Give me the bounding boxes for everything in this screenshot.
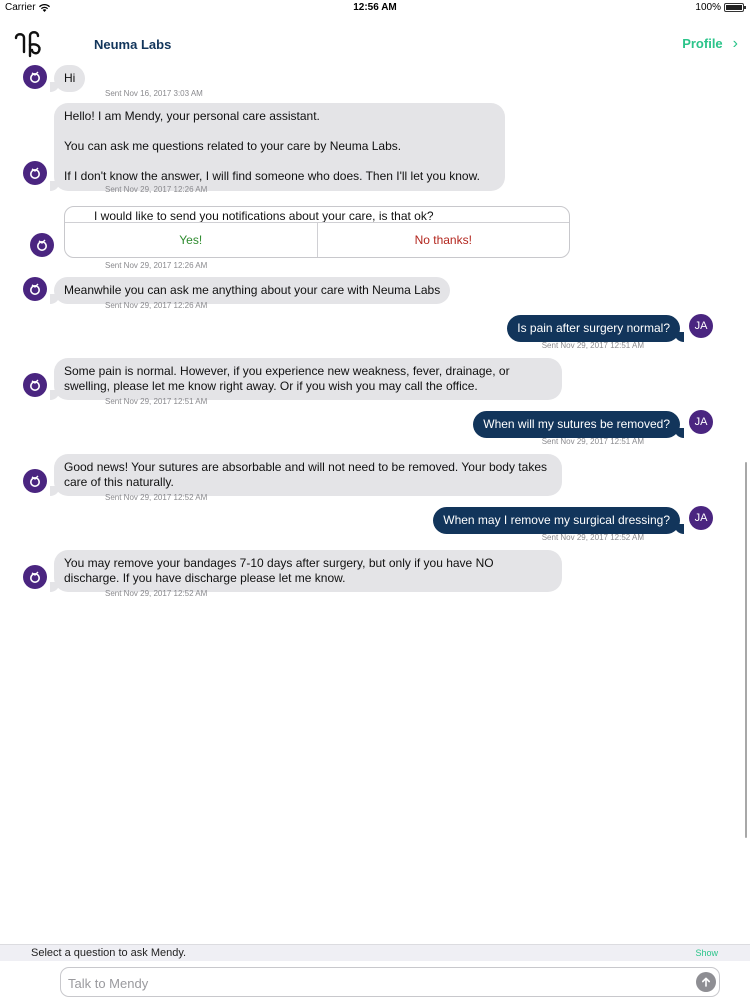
- chevron-right-icon: ›: [732, 34, 738, 52]
- notification-question: I would like to send you notifications about your care, is that ok?: [94, 209, 434, 223]
- message-timestamp: Sent Nov 16, 2017 3:03 AM: [105, 89, 203, 98]
- arrow-up-icon: [701, 977, 711, 987]
- mendy-avatar: [30, 233, 54, 257]
- suggestion-prompt: Select a question to ask Mendy.: [31, 947, 187, 959]
- suggestion-bar: [0, 944, 750, 961]
- battery-icon: [724, 3, 744, 12]
- bot-message: [54, 65, 85, 92]
- mendy-icon: [28, 474, 42, 488]
- composer: [60, 967, 720, 997]
- message-timestamp: Sent Nov 29, 2017 12:51 AM: [541, 341, 644, 350]
- mendy-avatar: [23, 373, 47, 397]
- mendy-avatar: [23, 565, 47, 589]
- status-bar: [0, 0, 750, 16]
- notification-buttons: [65, 222, 569, 257]
- scroll-indicator[interactable]: [745, 462, 747, 838]
- message-timestamp: Sent Nov 29, 2017 12:26 AM: [105, 185, 208, 194]
- send-button[interactable]: [696, 972, 716, 992]
- mendy-icon: [28, 570, 42, 584]
- clock: 12:56 AM: [353, 2, 397, 13]
- notification-prompt: [64, 206, 570, 258]
- message-text: Good news! Your sutures are absorbable and will not need to be removed. Your body takes care of this naturally.: [64, 460, 547, 489]
- battery-percent: 100%: [695, 2, 721, 13]
- message-timestamp: Sent Nov 29, 2017 12:52 AM: [541, 533, 644, 542]
- nav-bar: [0, 16, 750, 64]
- user-avatar: JA: [689, 506, 713, 530]
- user-message: [433, 507, 680, 534]
- profile-label: Profile: [682, 36, 723, 51]
- message-paragraph: Hello! I am Mendy, your personal care assistant.: [64, 109, 320, 123]
- mendy-avatar: [23, 277, 47, 301]
- mendy-icon: [28, 70, 42, 84]
- battery-indicator: [695, 2, 744, 13]
- user-message: [507, 315, 680, 342]
- mendy-avatar: [23, 65, 47, 89]
- mendy-icon: [28, 166, 42, 180]
- message-timestamp: Sent Nov 29, 2017 12:51 AM: [105, 397, 208, 406]
- user-avatar: JA: [689, 314, 713, 338]
- mendy-icon: [35, 238, 49, 252]
- message-input[interactable]: [68, 972, 688, 994]
- message-timestamp: Sent Nov 29, 2017 12:26 AM: [105, 301, 208, 310]
- message-timestamp: Sent Nov 29, 2017 12:26 AM: [105, 261, 208, 270]
- message-text: You may remove your bandages 7-10 days after surgery, but only if you have NO discharge. If you have discharge please let me know.: [64, 556, 494, 585]
- bot-message: [54, 358, 562, 400]
- mendy-icon: [28, 378, 42, 392]
- profile-button[interactable]: [682, 36, 738, 51]
- bot-message: [54, 103, 505, 191]
- carrier-label: Carrier: [5, 2, 36, 13]
- show-suggestions-button[interactable]: Show: [695, 948, 718, 958]
- message-text: Is pain after surgery normal?: [517, 321, 670, 335]
- neuma-logo-icon: [12, 28, 44, 60]
- message-text: When may I remove my surgical dressing?: [443, 513, 670, 527]
- no-thanks-button[interactable]: No thanks!: [414, 233, 472, 247]
- message-text: Some pain is normal. However, if you experience new weakness, fever, drainage, or swelling, please let me know right away. Or if you wish you may call the office.: [64, 364, 510, 393]
- mendy-avatar: [23, 469, 47, 493]
- message-text: Hi: [64, 71, 76, 85]
- user-message: [473, 411, 680, 438]
- page-title: Neuma Labs: [94, 37, 172, 52]
- mendy-avatar: [23, 161, 47, 185]
- yes-button[interactable]: Yes!: [65, 223, 318, 257]
- mendy-icon: [28, 282, 42, 296]
- message-text: Meanwhile you can ask me anything about your care with Neuma Labs: [64, 283, 441, 297]
- bot-message: [54, 550, 562, 592]
- message-paragraph: If I don't know the answer, I will find someone who does. Then I'll let you know.: [64, 169, 480, 183]
- bot-message: [54, 454, 562, 496]
- user-avatar: JA: [689, 410, 713, 434]
- bot-message: [54, 277, 450, 304]
- message-timestamp: Sent Nov 29, 2017 12:52 AM: [105, 493, 208, 502]
- message-timestamp: Sent Nov 29, 2017 12:51 AM: [541, 437, 644, 446]
- message-timestamp: Sent Nov 29, 2017 12:52 AM: [105, 589, 208, 598]
- message-paragraph: You can ask me questions related to your care by Neuma Labs.: [64, 139, 402, 153]
- message-text: When will my sutures be removed?: [483, 417, 670, 431]
- chat-thread[interactable]: [0, 64, 750, 944]
